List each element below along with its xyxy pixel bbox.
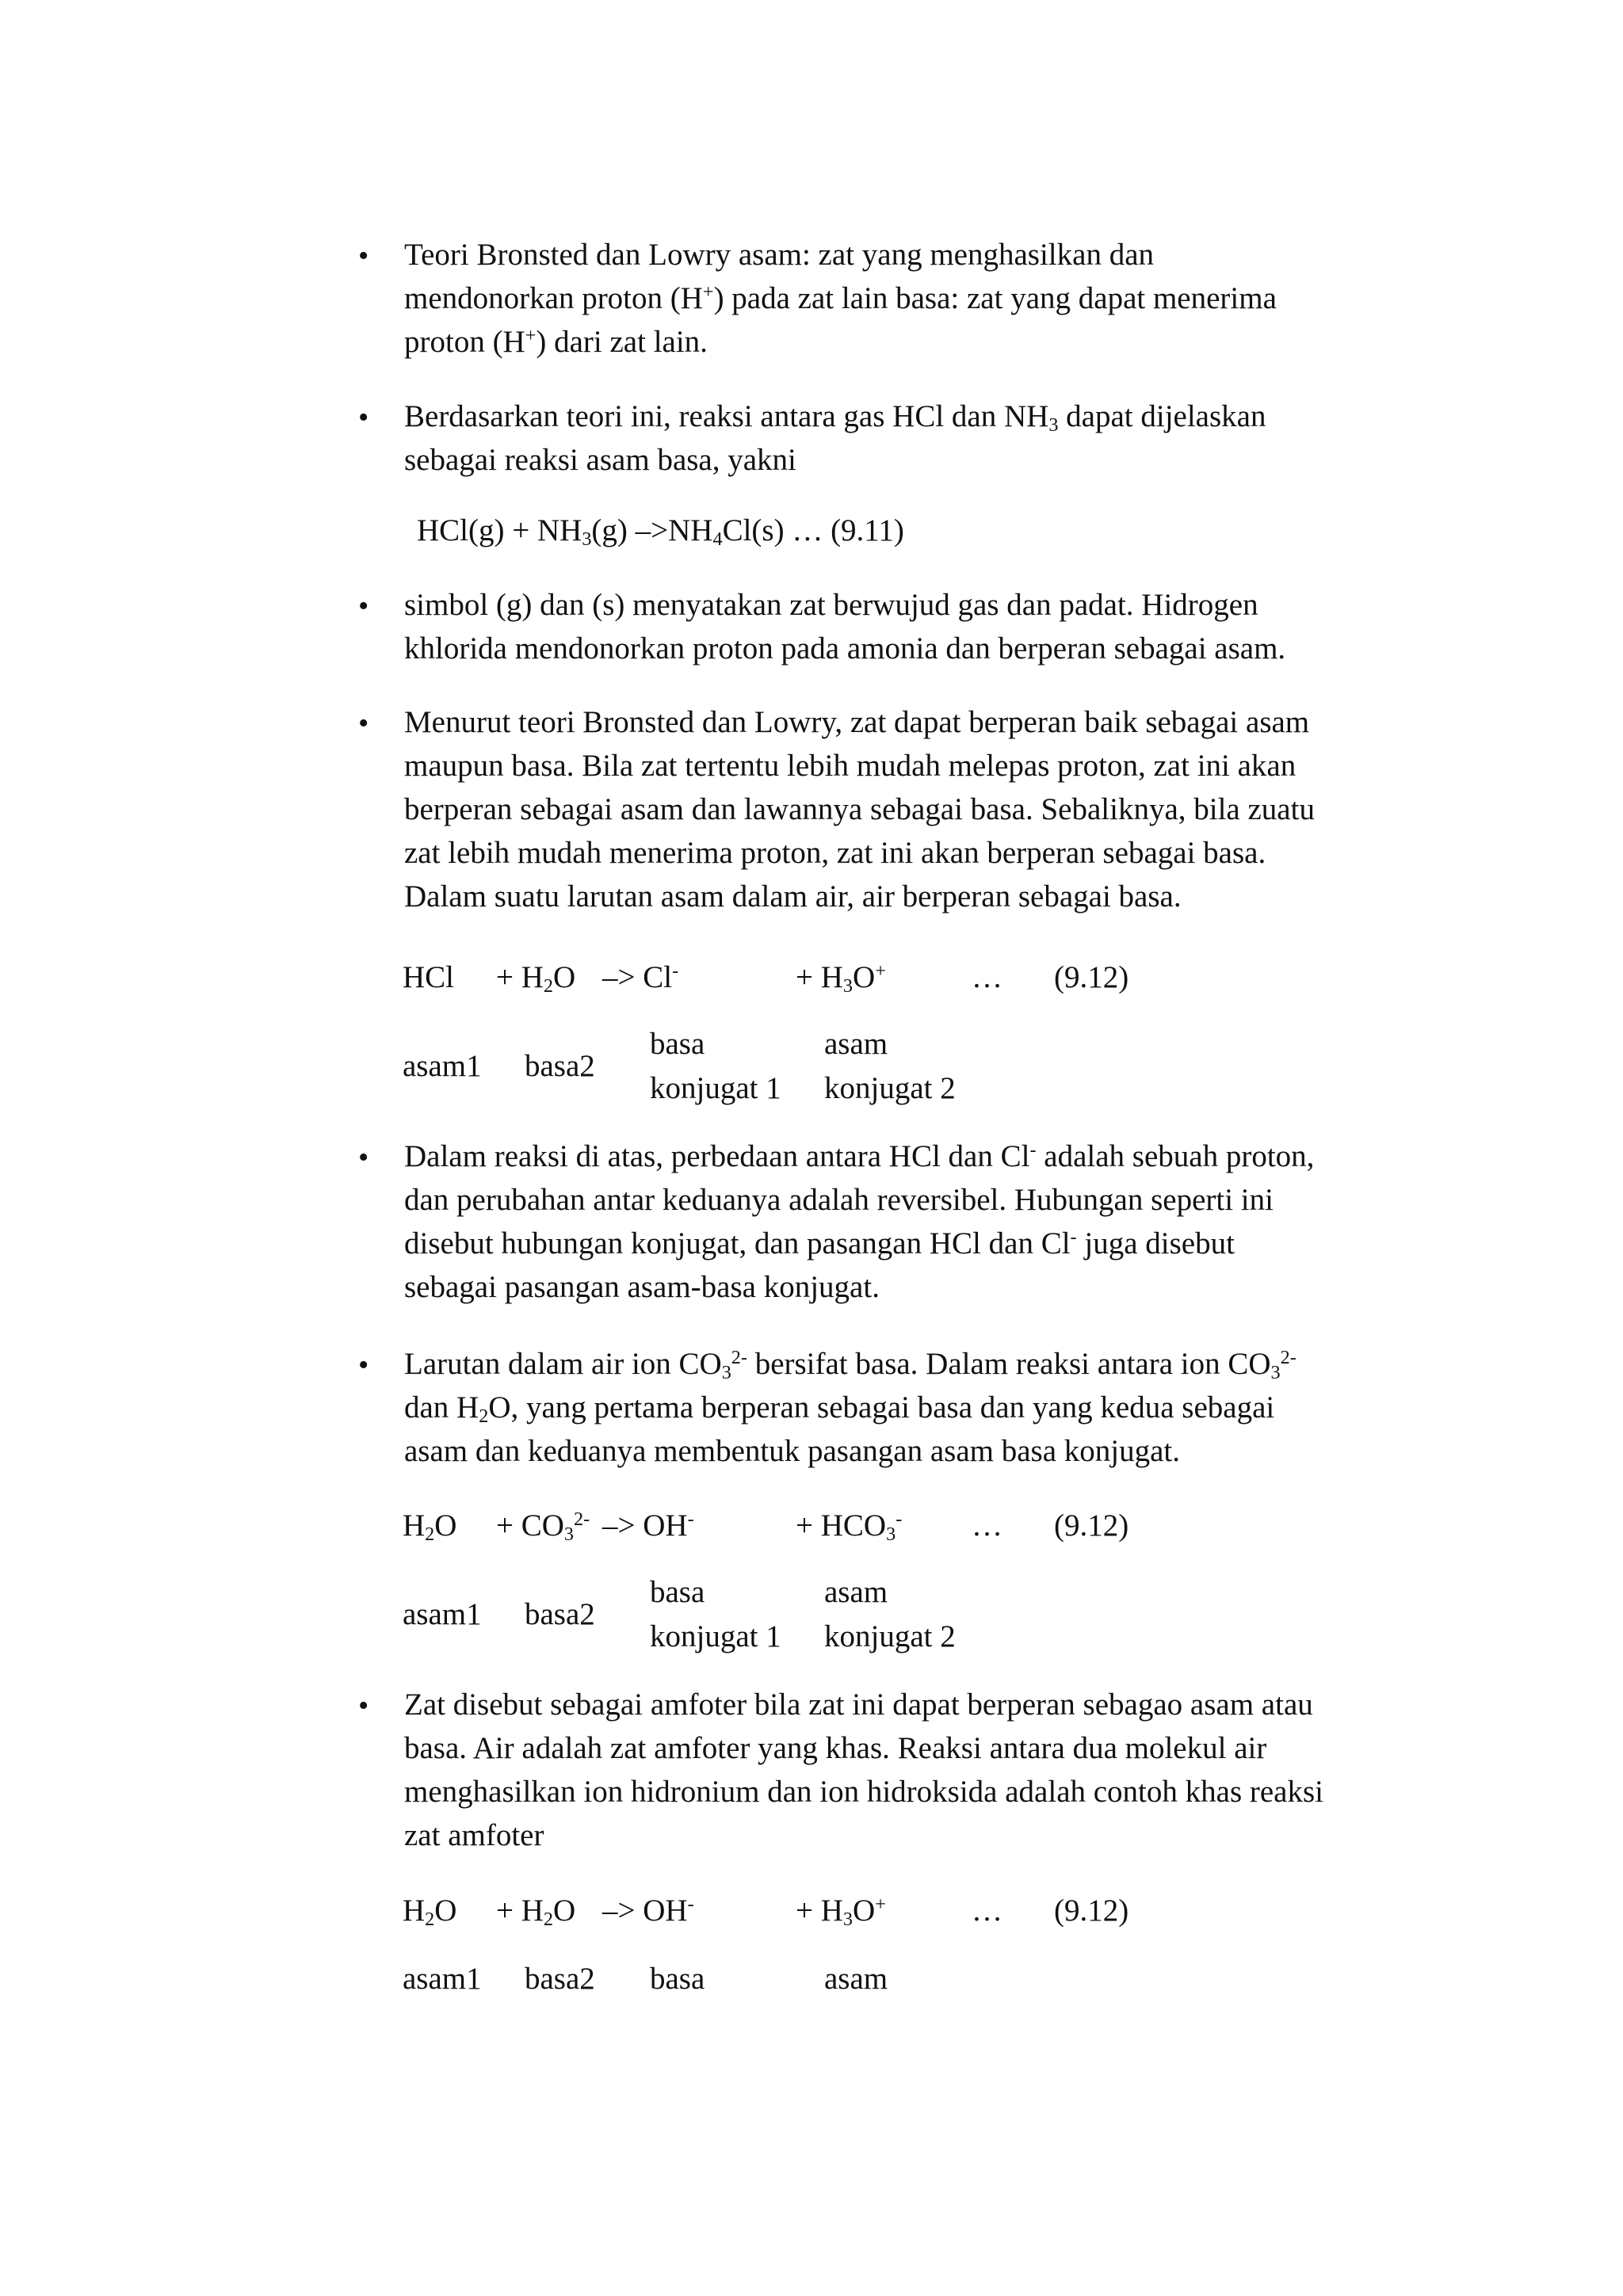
text-line: mendonorkan proton (H+) pada zat lain basa: zat yang dapat menerima <box>404 280 1277 315</box>
eq-label: basa2 <box>525 1962 595 1996</box>
paragraph-carbonate-ion <box>404 1342 1403 1473</box>
eq-label: basa <box>650 1027 705 1061</box>
paragraph-amphiprotic-explanation <box>404 700 1403 918</box>
bullet-marker: • <box>358 1141 369 1174</box>
eq-label: konjugat 1 <box>650 1619 781 1653</box>
text-line: berperan sebagai asam dan lawannya sebagai basa. Sebaliknya, bila zuatu <box>404 792 1315 826</box>
paragraph-conjugate-relation <box>404 1135 1403 1309</box>
text-line: zat lebih mudah menerima proton, zat ini akan berperan sebagai basa. <box>404 836 1266 870</box>
text-line: dan $H_2O$, yang pertama berperan sebagai basa dan yang kedua sebagai <box>404 1390 1275 1428</box>
eq-number: (9.12) <box>1054 960 1129 994</box>
eq-term: –> Cl- <box>602 959 679 994</box>
text-line: sebagai pasangan asam-basa konjugat. <box>404 1270 880 1304</box>
eq-number: (9.12) <box>1054 1508 1129 1543</box>
bullet-marker: • <box>358 1689 369 1722</box>
eq-term: + $H_2O$ <box>496 1894 576 1931</box>
text-line: Zat disebut sebagai amfoter bila zat ini dapat berperan sebagao asam atau <box>404 1688 1313 1722</box>
eq-term: –> OH- <box>602 1508 694 1543</box>
text-line: simbol (g) dan (s) menyatakan zat berwujud gas dan padat. Hidrogen <box>404 588 1258 622</box>
eq-term: HCl <box>403 960 455 994</box>
eq-label: konjugat 2 <box>824 1619 956 1653</box>
eq-label: konjugat 1 <box>650 1071 781 1105</box>
bullet-marker: • <box>358 239 369 273</box>
text-line: Dalam reaksi di atas, perbedaan antara HCl dan Cl- adalah sebuah proton, <box>404 1138 1315 1173</box>
eq-label: asam <box>824 1027 888 1061</box>
equation-9-11: $HCl(g) + NH_3(g)$ $->NH_4Cl(s)$ … (9.11) <box>417 513 904 551</box>
text-line: menghasilkan ion hidronium dan ion hidroksida adalah contoh khas reaksi <box>404 1775 1324 1809</box>
paragraph-symbol-explanation <box>404 583 1403 670</box>
text-line: asam dan keduanya membentuk pasangan asam basa konjugat. <box>404 1434 1181 1468</box>
text-line: basa. Air adalah zat amfoter yang khas. Reaksi antara dua molekul air <box>404 1731 1267 1765</box>
text-line: Menurut teori Bronsted dan Lowry, zat dapat berperan baik sebagai asam <box>404 705 1310 739</box>
paragraph-amphoteric <box>404 1683 1403 1857</box>
eq-ellipsis: … <box>972 960 1002 994</box>
text-line: zat amfoter <box>404 1818 544 1852</box>
eq-label: konjugat 2 <box>824 1071 956 1105</box>
text-line: Larutan dalam air ion $CO_3^{2-}$ bersifat basa. Dalam reaksi antara ion $CO_3^{2-}$ <box>404 1346 1296 1384</box>
bullet-marker: • <box>358 401 369 434</box>
text-line: khlorida mendonorkan proton pada amonia dan berperan sebagai asam. <box>404 631 1286 666</box>
eq-term: + $CO_3^{2-}$ <box>496 1508 590 1546</box>
paragraph-bronsted-lowry-definition <box>404 233 1403 364</box>
eq-label: basa <box>650 1962 705 1996</box>
text-line: Dalam suatu larutan asam dalam air, air berperan sebagai basa. <box>404 879 1182 913</box>
text-line: Teori Bronsted dan Lowry asam: zat yang menghasilkan dan <box>404 238 1154 272</box>
eq-label: basa2 <box>525 1597 595 1631</box>
eq-term: + $H_3O^+$ <box>796 1893 886 1931</box>
eq-label: basa <box>650 1575 705 1609</box>
text-line: sebagai reaksi asam basa, yakni <box>404 443 796 477</box>
eq-term: $H_2O$ <box>403 1894 457 1931</box>
text-line: Berdasarkan teori ini, reaksi antara gas HCl dan $NH_3$ dapat dijelaskan <box>404 399 1266 437</box>
eq-label: asam1 <box>403 1597 482 1631</box>
eq-ellipsis: … <box>972 1508 1002 1543</box>
eq-label: asam <box>824 1962 888 1996</box>
eq-label: asam1 <box>403 1962 482 1996</box>
eq-term: + $H_2O$ <box>496 960 576 997</box>
eq-term: + $HCO_3^-$ <box>796 1508 903 1546</box>
bullet-marker: • <box>358 1348 369 1382</box>
bullet-marker: • <box>358 589 369 623</box>
paragraph-hcl-nh3-reaction <box>404 395 1403 482</box>
eq-label: asam1 <box>403 1049 482 1083</box>
eq-ellipsis: … <box>972 1894 1002 1928</box>
eq-label: asam <box>824 1575 888 1609</box>
eq-term: + $H_3O^+$ <box>796 959 886 997</box>
eq-number: (9.12) <box>1054 1894 1129 1928</box>
text-line: dan perubahan antar keduanya adalah reversibel. Hubungan seperti ini <box>404 1183 1274 1217</box>
eq-term: –> OH- <box>602 1893 694 1928</box>
bullet-marker: • <box>358 707 369 740</box>
eq-term: $H_2O$ <box>403 1508 457 1546</box>
text-line: proton (H+) dari zat lain. <box>404 324 708 359</box>
text-line: disebut hubungan konjugat, dan pasangan HCl dan Cl- juga disebut <box>404 1226 1235 1261</box>
eq-label: basa2 <box>525 1049 595 1083</box>
text-line: maupun basa. Bila zat tertentu lebih mudah melepas proton, zat ini akan <box>404 749 1296 783</box>
